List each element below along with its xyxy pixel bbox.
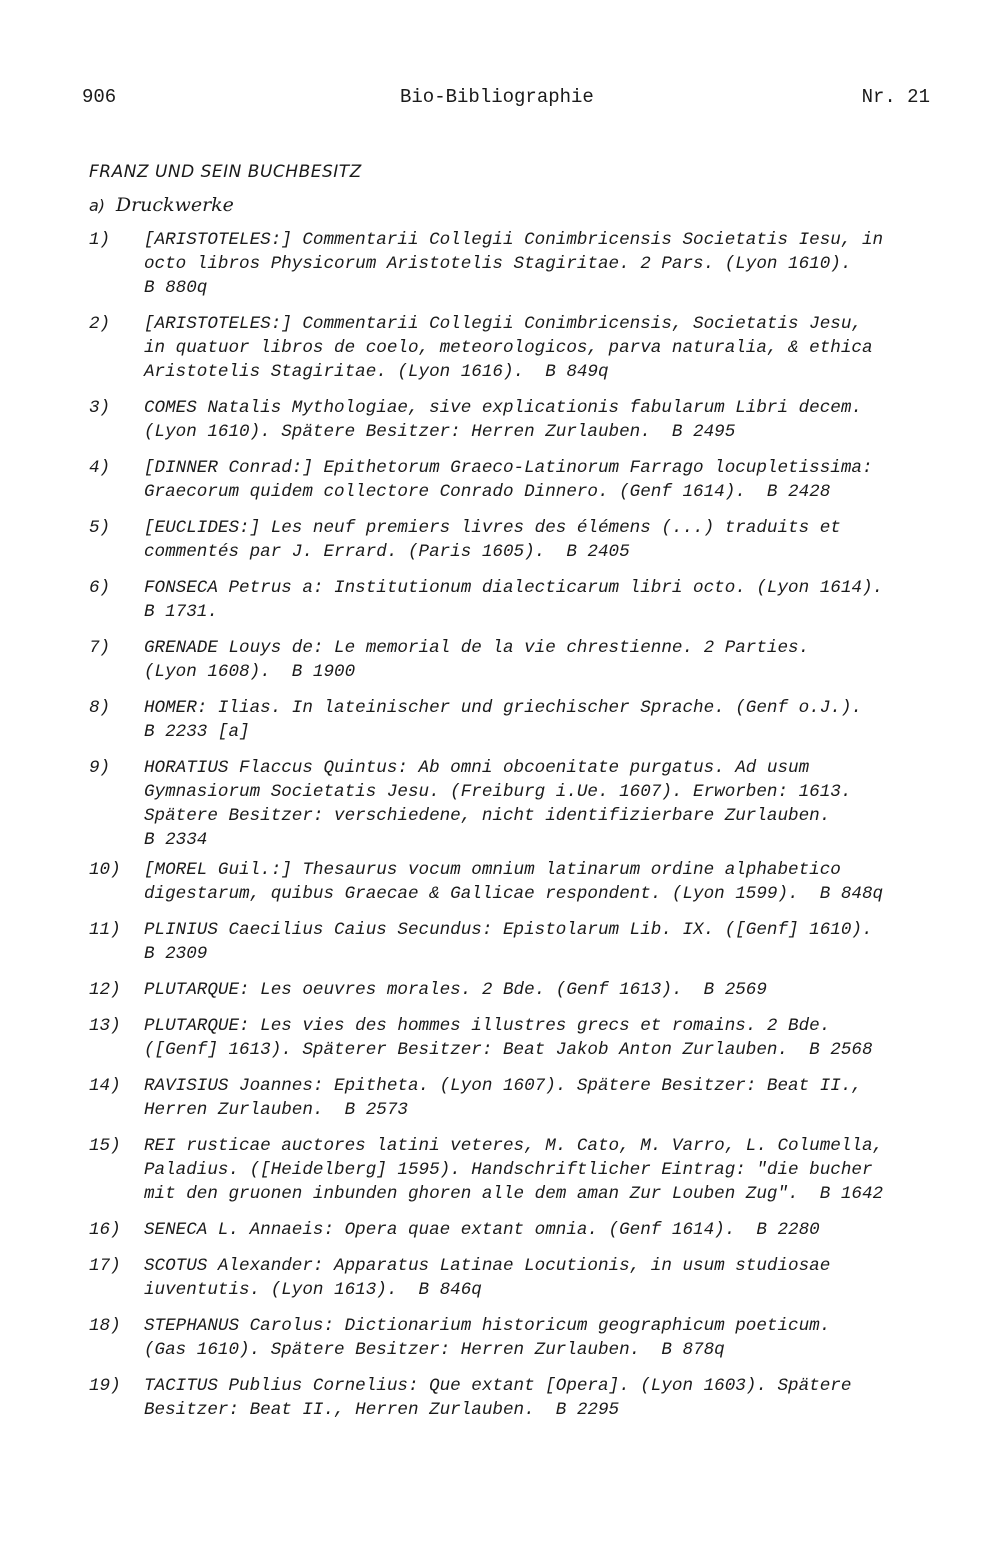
entry-text xyxy=(144,576,944,624)
entry-number: 6) xyxy=(89,578,111,598)
section-title: FRANZ UND SEIN BUCHBESITZ xyxy=(89,162,362,182)
entry-text xyxy=(144,312,944,384)
entry-number: 12) xyxy=(89,980,121,1000)
entry-text xyxy=(144,456,944,504)
entry-number: 4) xyxy=(89,458,111,478)
entry-line: Aristotelis Stagiritae. (Lyon 1616). B 849q xyxy=(144,362,609,382)
entry-line: [MOREL Guil.:] Thesaurus vocum omnium latinarum ordine alphabetico xyxy=(144,860,841,880)
entry-number: 14) xyxy=(89,1076,121,1096)
entry-line: Spätere Besitzer: verschiedene, nicht identifizierbare Zurlauben. xyxy=(144,806,831,826)
entry-number: 3) xyxy=(89,398,111,418)
entry-line: HORATIUS Flaccus Quintus: Ab omni obcoenitate purgatus. Ad usum xyxy=(144,758,810,778)
entry-line: B 880q xyxy=(144,278,208,298)
entry-line: [EUCLIDES:] Les neuf premiers livres des élémens (...) traduits et xyxy=(144,518,841,538)
entry-line: Herren Zurlauben. B 2573 xyxy=(144,1100,408,1120)
entry-line: Graecorum quidem collectore Conrado Dinnero. (Genf 1614). B 2428 xyxy=(144,482,831,502)
entry-line: REI rusticae auctores latini veteres, M. Cato, M. Varro, L. Columella, xyxy=(144,1136,884,1156)
entry-line: B 1731. xyxy=(144,602,218,622)
entry-line: SCOTUS Alexander: Apparatus Latinae Locutionis, in usum studiosae xyxy=(144,1256,831,1276)
issue-number: Nr. 21 xyxy=(861,86,930,108)
subsection-heading xyxy=(89,194,234,217)
entry-text xyxy=(144,918,944,966)
entry-text xyxy=(144,756,944,852)
entry-text xyxy=(144,1374,944,1422)
entry-text xyxy=(144,1014,944,1062)
entry-line: PLUTARQUE: Les vies des hommes illustres grecs et romains. 2 Bde. xyxy=(144,1016,831,1036)
entry-text xyxy=(144,1254,944,1302)
subsection-title: Druckwerke xyxy=(115,194,234,216)
entry-line: RAVISIUS Joannes: Epitheta. (Lyon 1607). Spätere Besitzer: Beat II., xyxy=(144,1076,862,1096)
entry-line: [ARISTOTELES:] Commentarii Collegii Conimbricensis Societatis Iesu, in xyxy=(144,230,884,250)
entry-number: 18) xyxy=(89,1316,121,1336)
entry-number: 9) xyxy=(89,758,111,778)
entry-line: Besitzer: Beat II., Herren Zurlauben. B 2295 xyxy=(144,1400,620,1420)
entry-line: (Gas 1610). Spätere Besitzer: Herren Zurlauben. B 878q xyxy=(144,1340,725,1360)
entry-number: 5) xyxy=(89,518,111,538)
entry-line: HOMER: Ilias. In lateinischer und griechischer Sprache. (Genf o.J.). xyxy=(144,698,862,718)
subsection-label: a) xyxy=(89,196,106,215)
entry-line: Gymnasiorum Societatis Jesu. (Freiburg i.Ue. 1607). Erworben: 1613. xyxy=(144,782,852,802)
entry-line: B 2309 xyxy=(144,944,208,964)
entry-line: in quatuor libros de coelo, meteorologicos, parva naturalia, & ethica xyxy=(144,338,873,358)
entry-line: digestarum, quibus Graecae & Gallicae respondent. (Lyon 1599). B 848q xyxy=(144,884,884,904)
entry-number: 11) xyxy=(89,920,121,940)
running-title: Bio-Bibliographie xyxy=(400,86,594,108)
entry-line: FONSECA Petrus a: Institutionum dialecticarum libri octo. (Lyon 1614). xyxy=(144,578,884,598)
entry-number: 16) xyxy=(89,1220,121,1240)
entry-line: commentés par J. Errard. (Paris 1605). B 2405 xyxy=(144,542,630,562)
entry-number: 13) xyxy=(89,1016,121,1036)
entry-number: 10) xyxy=(89,860,121,880)
entry-number: 19) xyxy=(89,1376,121,1396)
entry-line: ([Genf] 1613). Späterer Besitzer: Beat Jakob Anton Zurlauben. B 2568 xyxy=(144,1040,873,1060)
entry-line: PLUTARQUE: Les oeuvres morales. 2 Bde. (Genf 1613). B 2569 xyxy=(144,980,767,1000)
entry-line: octo libros Physicorum Aristotelis Stagiritae. 2 Pars. (Lyon 1610). xyxy=(144,254,852,274)
page-number: 906 xyxy=(82,86,117,108)
entry-line: [DINNER Conrad:] Epithetorum Graeco-Latinorum Farrago locupletissima: xyxy=(144,458,873,478)
entry-text xyxy=(144,1218,944,1242)
entry-line: GRENADE Louys de: Le memorial de la vie chrestienne. 2 Parties. xyxy=(144,638,810,658)
entry-line: [ARISTOTELES:] Commentarii Collegii Conimbricensis, Societatis Jesu, xyxy=(144,314,862,334)
page-header xyxy=(82,86,930,114)
entry-number: 7) xyxy=(89,638,111,658)
entry-text xyxy=(144,396,944,444)
entry-line: COMES Natalis Mythologiae, sive explicationis fabularum Libri decem. xyxy=(144,398,862,418)
entry-line: PLINIUS Caecilius Caius Secundus: Epistolarum Lib. IX. ([Genf] 1610). xyxy=(144,920,873,940)
entry-line: TACITUS Publius Cornelius: Que extant [Opera]. (Lyon 1603). Spätere xyxy=(144,1376,852,1396)
entry-line: B 2233 [a] xyxy=(144,722,250,742)
entry-text xyxy=(144,858,944,906)
entry-number: 17) xyxy=(89,1256,121,1276)
entry-line: STEPHANUS Carolus: Dictionarium historicum geographicum poeticum. xyxy=(144,1316,831,1336)
entry-number: 2) xyxy=(89,314,111,334)
entry-number: 8) xyxy=(89,698,111,718)
entry-line: SENECA L. Annaeis: Opera quae extant omnia. (Genf 1614). B 2280 xyxy=(144,1220,820,1240)
entry-number: 15) xyxy=(89,1136,121,1156)
entry-text xyxy=(144,636,944,684)
entry-text xyxy=(144,516,944,564)
entry-text xyxy=(144,978,944,1002)
entry-line: (Lyon 1610). Spätere Besitzer: Herren Zurlauben. B 2495 xyxy=(144,422,736,442)
entry-text xyxy=(144,1314,944,1362)
entry-text xyxy=(144,228,944,300)
entry-number: 1) xyxy=(89,230,111,250)
entry-line: iuventutis. (Lyon 1613). B 846q xyxy=(144,1280,482,1300)
entry-line: B 2334 xyxy=(144,830,208,850)
entry-text xyxy=(144,1134,944,1206)
entry-text xyxy=(144,1074,944,1122)
entry-line: mit den gruonen inbunden ghoren alle dem aman Zur Louben Zug". B 1642 xyxy=(144,1184,884,1204)
entry-line: (Lyon 1608). B 1900 xyxy=(144,662,356,682)
entry-line: Paladius. ([Heidelberg] 1595). Handschriftlicher Eintrag: "die bucher xyxy=(144,1160,873,1180)
entry-text xyxy=(144,696,944,744)
